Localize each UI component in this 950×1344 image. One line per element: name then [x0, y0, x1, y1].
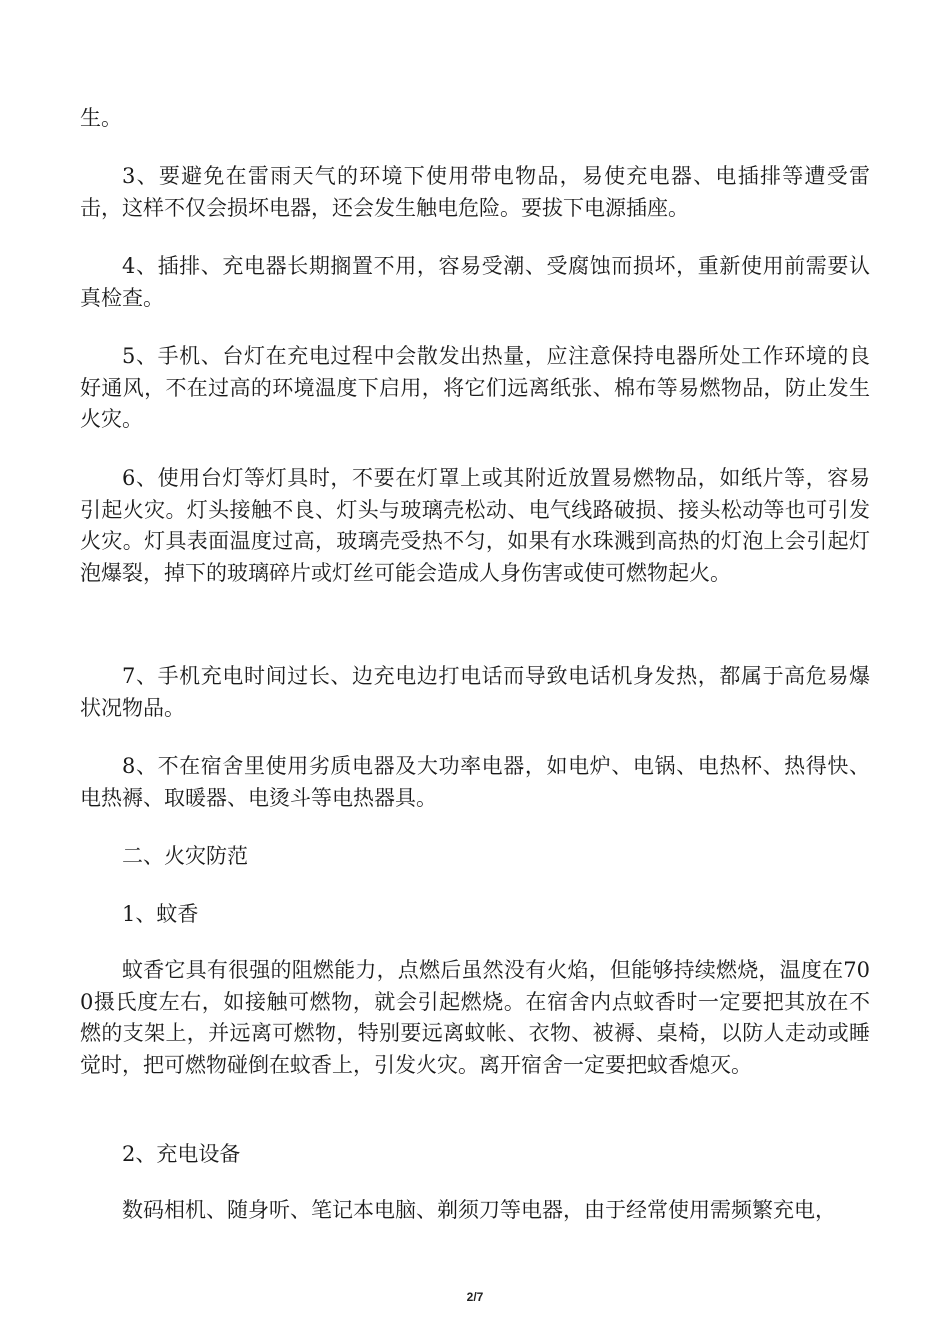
- section-heading-fire-prevention: 二、火灾防范: [122, 844, 248, 868]
- paragraph-item-4: 4、插排、充电器长期搁置不用，容易受潮、受腐蚀而损坏，重新使用前需要认真检查。: [80, 254, 870, 310]
- subheading-charging-devices: 2、充电设备: [122, 1142, 241, 1166]
- paragraph-item-3: 3、要避免在雷雨天气的环境下使用带电物品，易使充电器、电插排等遭受雷击，这样不仅会损坏电器，还会发生触电危险。要拔下电源插座。: [80, 164, 870, 220]
- paragraph-item-8: 8、不在宿舍里使用劣质电器及大功率电器，如电炉、电锅、电热杯、热得快、电热褥、取暖器、电烫斗等电热器具。: [80, 754, 870, 810]
- paragraph-item-6: 6、使用台灯等灯具时，不要在灯罩上或其附近放置易燃物品，如纸片等，容易引起火灾。灯头接触不良、灯头与玻璃壳松动、电气线路破损、接头松动等也可引发火灾。灯具表面温度过高，玻璃壳受热不匀，如果有水珠溅到高热的灯泡上会引起灯泡爆裂，掉下的玻璃碎片或灯丝可能会造成人身伤害或使可燃物起火。: [80, 466, 870, 585]
- paragraph-item-5: 5、手机、台灯在充电过程中会散发出热量，应注意保持电器所处工作环境的良好通风，不在过高的环境温度下启用，将它们远离纸张、棉布等易燃物品，防止发生火灾。: [80, 344, 870, 431]
- paragraph-item-7: 7、手机充电时间过长、边充电边打电话而导致电话机身发热，都属于高危易爆状况物品。: [80, 664, 870, 720]
- paragraph-charging-devices: 数码相机、随身听、笔记本电脑、剃须刀等电器，由于经常使用需频繁充电，: [122, 1198, 836, 1222]
- paragraph-continuation: 生。: [80, 106, 122, 130]
- paragraph-mosquito-coil: 蚊香它具有很强的阻燃能力，点燃后虽然没有火焰，但能够持续燃烧，温度在700摄氏度左右，如接触可燃物，就会引起燃烧。在宿舍内点蚊香时一定要把其放在不燃的支架上，并远离可燃物，特别要远离蚊帐、衣物、被褥、桌椅，以防人走动或睡觉时，把可燃物碰倒在蚊香上，引发火灾。离开宿舍一定要把蚊香熄灭。: [80, 958, 870, 1077]
- page-number: 2/7: [466, 1290, 484, 1304]
- subheading-mosquito-coil: 1、蚊香: [122, 902, 199, 926]
